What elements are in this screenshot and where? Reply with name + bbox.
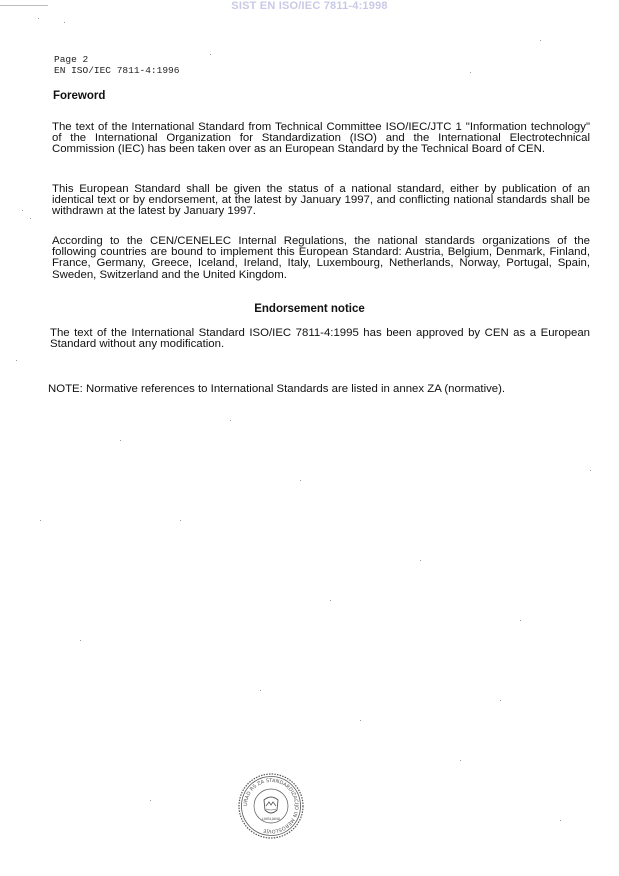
foreword-paragraph-3: According to the CEN/CENELEC Internal Regulations, the national standards organizations of the following countries are bound to implement this European Standard: Austria, Belgium, Denmark, Finland, France, Germany, Greece, Iceland, Ireland, Italy, Luxembourg, Netherlands, Norway, Portugal, Spain, Sweden, Switzerland and the United Kingdom. (52, 235, 590, 281)
seal-graphic (237, 772, 305, 840)
page-number: Page 2 (54, 54, 89, 65)
official-seal-stamp (237, 772, 305, 840)
endorsement-heading: Endorsement notice (254, 303, 365, 315)
watermark: SIST EN ISO/IEC 7811-4:1998 (231, 0, 388, 12)
seal-ring-text: URAD RS ZA STANDARDIZACIJO IN MEROSLOVJE (242, 777, 300, 835)
normative-note: NOTE: Normative references to International Standards are listed in annex ZA (normative). (48, 383, 506, 395)
document-id: EN ISO/IEC 7811-4:1996 (54, 65, 180, 76)
foreword-heading: Foreword (53, 90, 106, 102)
foreword-paragraph-1: The text of the International Standard from Technical Committee ISO/IEC/JTC 1 "Information technology" of the International Organization for Standardization (ISO) and the International Electrotechnical Commission (IEC) has been taken over as an European Standard by the Technical Board of CEN. (52, 121, 590, 156)
scan-edge-line (0, 5, 48, 6)
page-header (54, 54, 179, 76)
foreword-paragraph-2: This European Standard shall be given the status of a national standard, either by publication of an identical text or by endorsement, at the latest by January 1997, and conflicting national standards shall be withdrawn at the latest by January 1997. (52, 183, 590, 218)
endorsement-text: The text of the International Standard ISO/IEC 7811-4:1995 has been approved by CEN as a European Standard without any modification. (50, 327, 590, 351)
seal-inner-text: LJUBLJANA (261, 817, 281, 821)
